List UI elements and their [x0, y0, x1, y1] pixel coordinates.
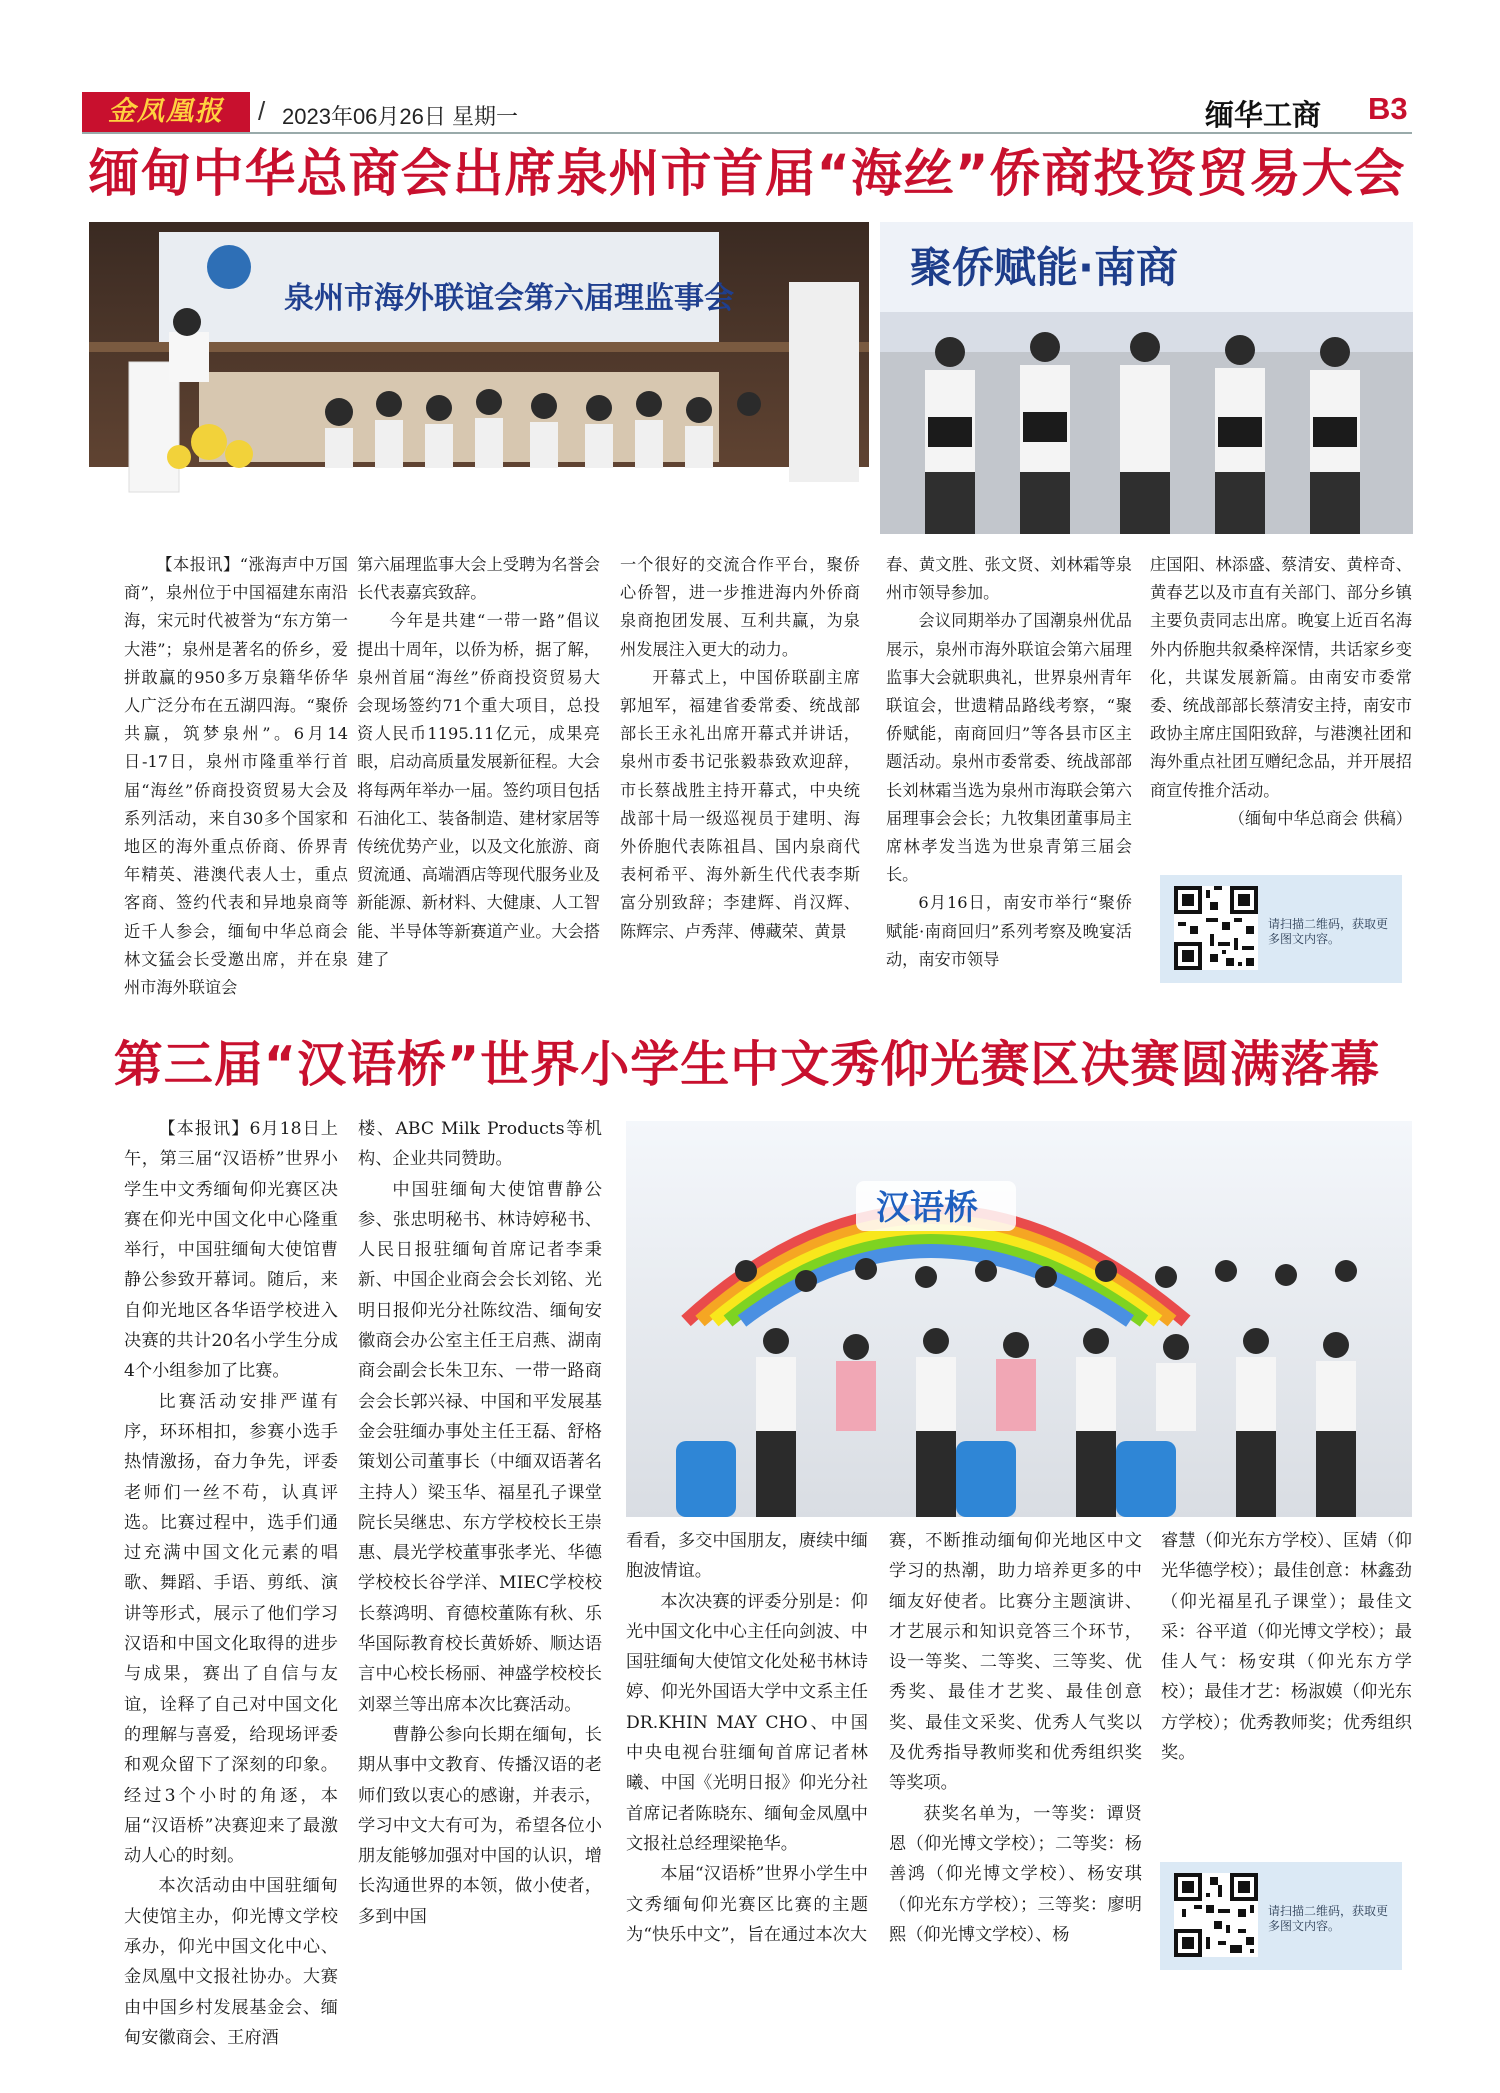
photo2-banner-text: 聚侨赋能·南商: [910, 243, 1178, 292]
article1-photo-award-ceremony: [880, 222, 1413, 534]
article2-column-3: [626, 1526, 868, 1992]
header-divider: /: [258, 96, 266, 126]
article2-photo-group: [626, 1121, 1412, 1517]
photo1-banner-text: 泉州市海外联谊会第六届理监事会: [284, 281, 734, 316]
section-title: 缅华工商: [1205, 100, 1322, 132]
qr-code-icon[interactable]: [1174, 1873, 1258, 1957]
masthead-logo: 金凤凰报: [82, 92, 250, 132]
article1-paragraph: 第六届理监事大会上受聘为名誉会长代表嘉宾致辞。: [357, 555, 600, 603]
issue-date: 2023年06月26日 星期一: [282, 104, 518, 129]
article1-qr-panel: [1160, 875, 1402, 983]
article2-paragraph: 本次活动由中国驻缅甸大使馆主办，仰光博文学校承办，仰光中国文化中心、金凤凰中文报社协办。大赛由中国乡村发展基金会、缅甸安徽商会、王府酒: [124, 1876, 338, 2048]
article2-column-1: [124, 1114, 338, 2048]
photo3-banner-text: 汉语桥: [876, 1188, 978, 1228]
article2-paragraph: 比赛活动安排严谨有序，环环相扣，参赛小选手热情激扬，奋力争先，评委老师们一丝不苟，认真评选。比赛过程中，选手们通过充满中国文化元素的唱歌、舞蹈、手语、剪纸、演讲等形式，展示了他们学习汉语和中国文化取得的进步与成果，赛出了自信与友谊，诠释了自己对中国文化的理解与喜爱，给现场评委和观众留下了深刻的印象。经过3个小时的角逐，本届“汉语桥”决赛迎来了最激动人心的时刻。: [124, 1391, 338, 1867]
article2-paragraph: 赛，不断推动缅甸仰光地区中文学习的热潮，助力培养更多的中缅友好使者。比赛分主题演讲、才艺展示和知识竞答三个环节，设一等奖、二等奖、三等奖、优秀奖、最佳才艺奖、最佳创意奖、最佳文采奖、优秀人气奖以及优秀指导教师奖和优秀组织奖等奖项。: [889, 1531, 1142, 1794]
qr-caption: 请扫描二维码，获取更多图文内容。: [1268, 917, 1389, 946]
article2-paragraph: 本次决赛的评委分别是：仰光中国文化中心主任向剑波、中国驻缅甸大使馆文化处秘书林诗婷、仰光外国语大学中文系主任DR.KHIN MAY CHO、中国中央电视台驻缅甸首席记者林曦、中国《光明日报》仰光分社首席记者陈晓东、缅甸金凤凰中文报社总经理梁艳华。: [626, 1591, 868, 1854]
qr-caption: 请扫描二维码，获取更多图文内容。: [1268, 1904, 1389, 1933]
article1-paragraph: 一个很好的交流合作平台，聚侨心侨智，进一步推进海内外侨商泉商抱团发展、互利共赢，为泉州发展注入更大的动力。: [620, 555, 860, 659]
article1-paragraph: 今年是共建“一带一路”倡议提出十周年，以侨为桥，据了解，泉州首届“海丝”侨商投资贸易大会现场签约71个重大项目，总投资人民币1195.11亿元，成果亮眼，启动高质量发展新征程。大会将每两年举办一届。签约项目包括石油化工、装备制造、建材家居等传统优势产业，以及文化旅游、商贸流通、高端酒店等现代服务业及新能源、新材料、大健康、人工智能、半导体等新赛道产业。大会搭建了: [357, 611, 600, 969]
qr-code-icon[interactable]: [1174, 886, 1258, 970]
article1-paragraph: 春、黄文胜、张文贤、刘林霜等泉州市领导参加。: [886, 555, 1132, 603]
article2-qr-panel: [1160, 1862, 1402, 1970]
article2-column-2: [358, 1114, 602, 1992]
article1-column-5: [1150, 551, 1412, 861]
article2-paragraph: 获奖名单为，一等奖：谭贤恩（仰光博文学校）；二等奖：杨善鸿（仰光博文学校）、杨安琪（仰光东方学校）；三等奖：廖明熙（仰光博文学校）、杨: [889, 1803, 1142, 1945]
article2-paragraph: 看看，多交中国朋友，赓续中缅胞波情谊。: [626, 1531, 868, 1582]
article1-column-2: [357, 551, 600, 991]
article2-paragraph: 楼、ABC Milk Products等机构、企业共同赞助。: [358, 1119, 602, 1170]
article2-paragraph: 【本报讯】6月18日上午，第三届“汉语桥”世界小学生中文秀缅甸仰光赛区决赛在仰光中国文化中心隆重举行，中国驻缅甸大使馆曹静公参致开幕词。随后，来自仰光地区各华语学校进入决赛的共计20名小学生分成4个小组参加了比赛。: [124, 1119, 338, 1382]
article1-paragraph: 【本报讯】“涨海声中万国商”，泉州位于中国福建东南沿海，宋元时代被誉为“东方第一大港”；泉州是著名的侨乡，爱拼敢赢的950多万泉籍华侨华人广泛分布在五湖四海。“聚侨共赢，筑梦泉州”。6月14日-17日，泉州市隆重举行首届“海丝”侨商投资贸易大会及系列活动，来自30多个国家和地区的海外重点侨商、侨界青年精英、港澳代表人士，重点客商、签约代表和异地泉商等近千人参会，缅甸中华总商会林文猛会长受邀出席，并在泉州市海外联谊会: [124, 555, 348, 998]
article2-paragraph: 睿慧（仰光东方学校）、匡婧（仰光华德学校）；最佳创意：林鑫劲（仰光福星孔子课堂）；最佳文采：谷平道（仰光博文学校）；最佳人气：杨安琪（仰光东方学校）；最佳才艺：杨淑嫫（仰光东方学校）；优秀教师奖；优秀组织奖。: [1161, 1531, 1412, 1764]
page-number: B3: [1368, 91, 1408, 126]
article1-photo-conference: [89, 222, 869, 534]
article2-headline: 第三届“汉语桥”世界小学生中文秀仰光赛区决赛圆满落幕: [113, 1036, 1381, 1093]
article1-column-1: [124, 551, 348, 998]
article2-column-5: [1161, 1526, 1412, 1821]
article2-paragraph: 中国驻缅甸大使馆曹静公参、张忠明秘书、林诗婷秘书、人民日报驻缅甸首席记者李秉新、中国企业商会会长刘铭、光明日报仰光分社陈纹浩、缅甸安徽商会办公室主任王启燕、湖南商会副会长朱卫东、一带一路商会会长郭兴禄、中国和平发展基金会驻缅办事处主任王磊、舒格策划公司董事长（中缅双语著名主持人）梁玉华、福星孔子课堂院长吴继忠、东方学校校长王崇惠、晨光学校董事张孝光、华德学校校长谷学洋、MIEC学校校长蔡鸿明、育德校董陈有秋、乐华国际教育校长黄娇娇、顺达语言中心校长杨丽、神盛学校校长刘翠兰等出席本次比赛活动。: [358, 1179, 602, 1715]
article1-column-3: [620, 551, 860, 991]
article1-headline: 缅甸中华总商会出席泉州市首届“海丝”侨商投资贸易大会: [88, 145, 1406, 204]
article2-paragraph: 曹静公参向长期在缅甸，长期从事中文教育、传播汉语的老师们致以衷心的感谢，并表示，学习中文大有可为，希望各位小朋友能够加强对中国的认识，增长沟通世界的本领，做小使者，多到中国: [358, 1724, 602, 1927]
article1-paragraph: 庄国阳、林添盛、蔡清安、黄梓奇、黄春艺以及市直有关部门、部分乡镇主要负责同志出席。晚宴上近百名海外内侨胞共叙桑梓深情，共话家乡变化，共谋发展新篇。由南安市委常委、统战部部长蔡清安主持，南安市政协主席庄国阳致辞，与港澳社团和海外重点社团互赠纪念品，并开展招商宣传推介活动。: [1150, 555, 1412, 800]
article2-paragraph: 本届“汉语桥”世界小学生中文秀缅甸仰光赛区比赛的主题为“快乐中文”，旨在通过本次大: [626, 1864, 868, 1945]
header-rule: [82, 132, 1412, 134]
article1-column-4: [886, 551, 1132, 991]
article1-paragraph: 6月16日，南安市举行“聚侨赋能·南商回归”系列考察及晚宴活动，南安市领导: [886, 893, 1132, 969]
article1-credit: （缅甸中华总商会 供稿）: [1228, 808, 1412, 828]
article2-column-4: [889, 1526, 1142, 1992]
article1-paragraph: 会议同期举办了国潮泉州优品展示，泉州市海外联谊会第六届理监事大会就职典礼，世界泉州青年联谊会，世遗精品路线考察，“聚侨赋能，南商回归”等各县市区主题活动。泉州市委常委、统战部部长刘林霜当选为泉州市海联会第六届理事会会长；九牧集团董事局主席林孝发当选为世泉青第三届会长。: [886, 611, 1132, 885]
article1-paragraph: 开幕式上，中国侨联副主席郭旭军，福建省委常委、统战部部长王永礼出席开幕式并讲话，泉州市委书记张毅恭致欢迎辞，市长蔡战胜主持开幕式，中央统战部十局一级巡视员于建明、海外侨胞代表陈祖昌、国内泉商代表柯希平、海外新生代代表李斯富分别致辞；李建辉、肖汉辉、陈辉宗、卢秀萍、傅藏荣、黄景: [620, 667, 860, 941]
